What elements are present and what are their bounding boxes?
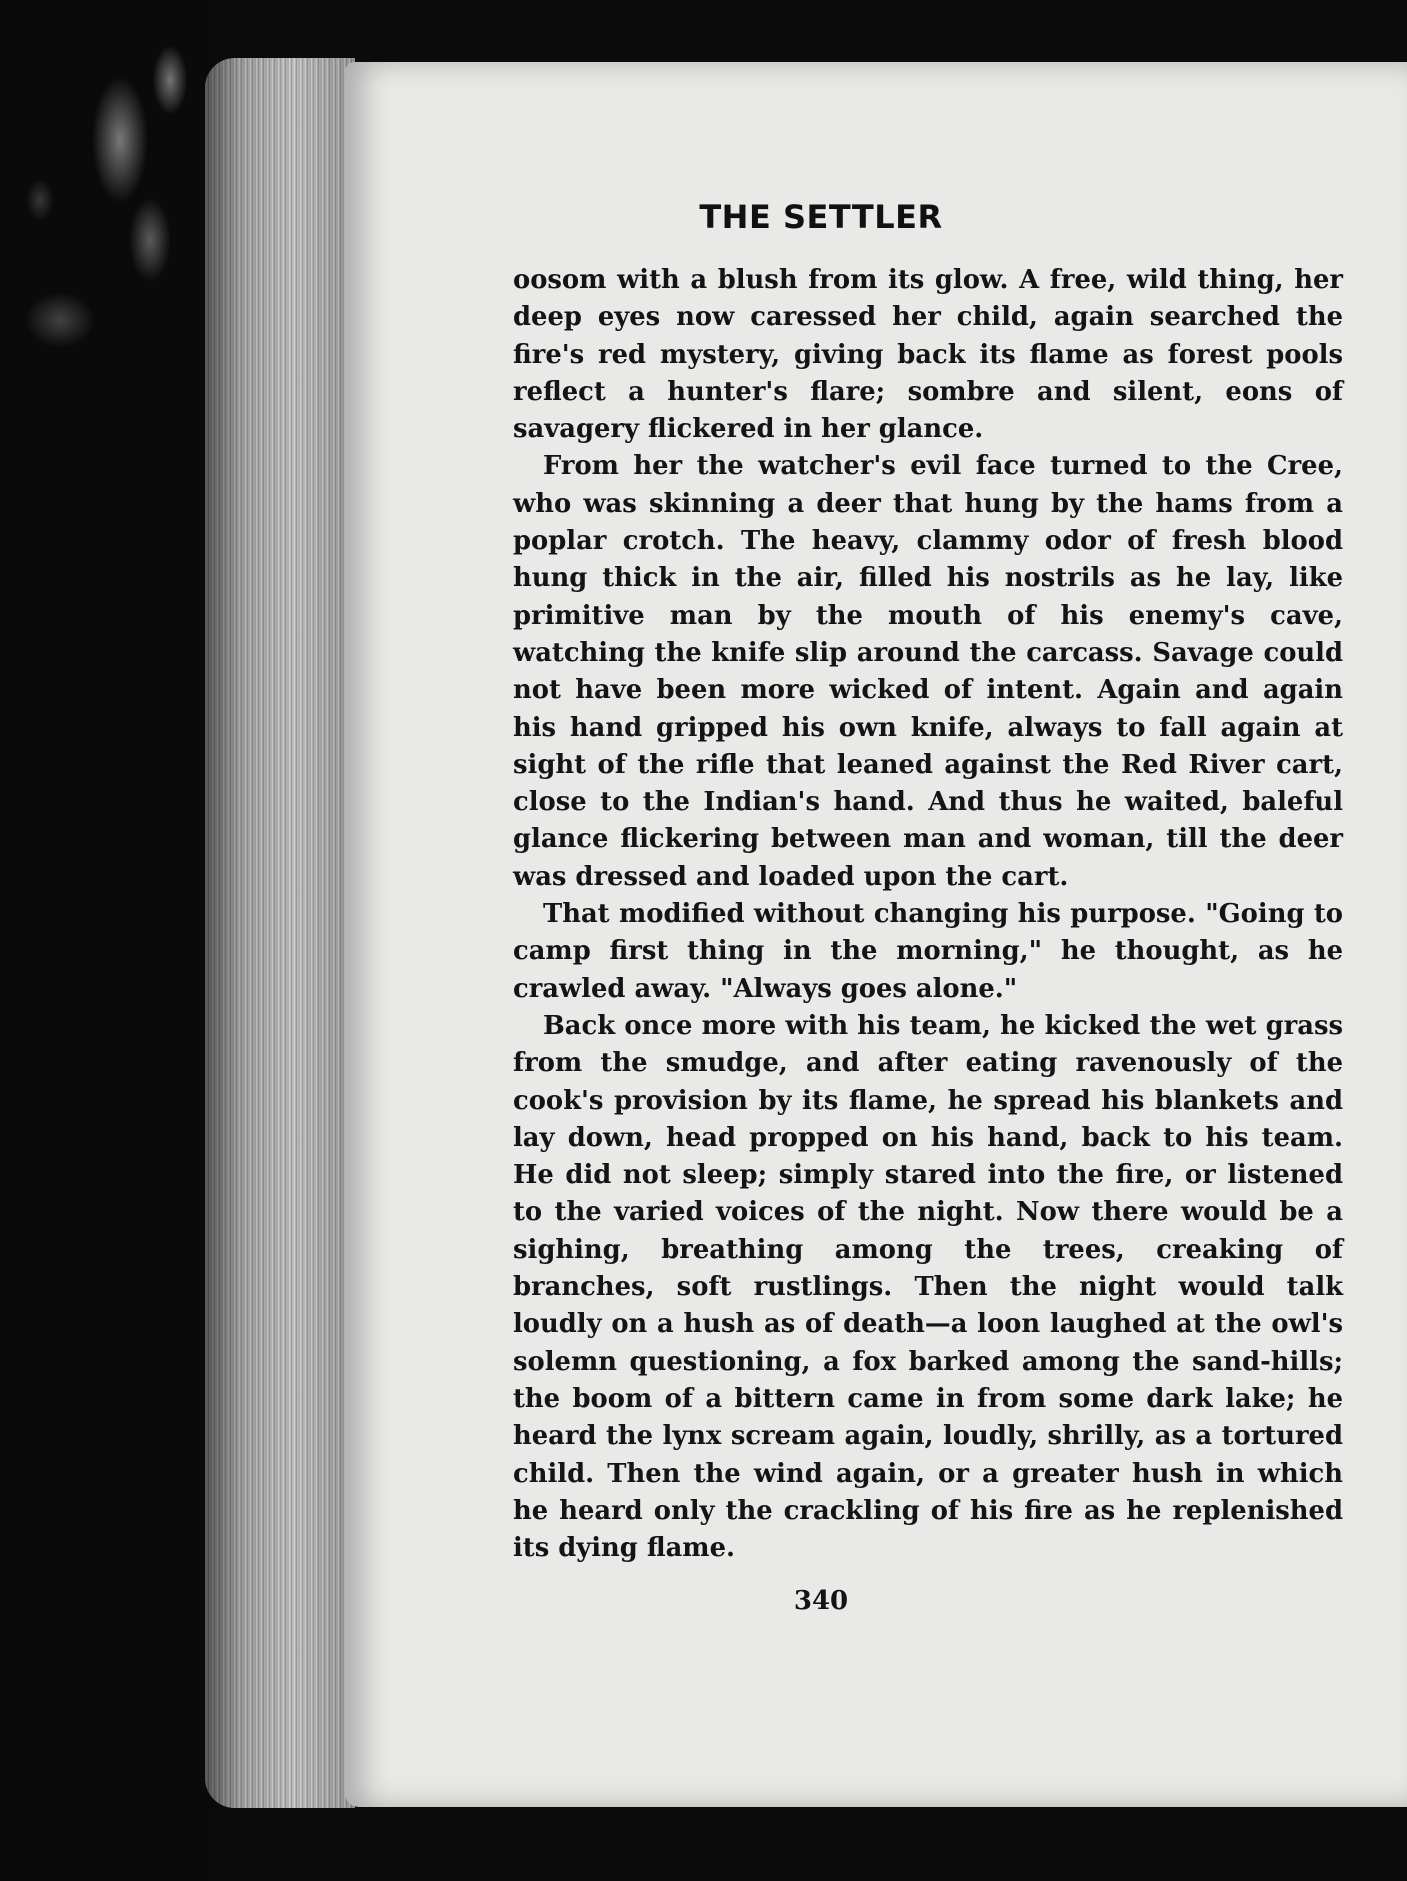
paragraph-2: From her the watcher's evil face turned to the Cree, who was skinning a deer that hung by the hams from a poplar crotch. The heavy, clammy odor of fresh blood hung thick in the air, filled his nostrils as he lay, like primitive man by the mouth of his enemy's cave, watching the knife slip around the carcass. Savage could not have been more wicked of intent. Again and again his hand gripped his own knife, always to fall again at sight of the rifle that leaned against the Red River cart, close to the Indian's hand. And thus he waited, baleful glance flickering between man and woman, till the deer was dressed and loaded upon the cart.: [513, 451, 1343, 892]
paragraph-1: oosom with a blush from its glow. A free, wild thing, her deep eyes now caressed her child, again searched the fire's red mystery, giving back its flame as forest pools reflect a hunter's flare; sombre and silent, eons of savagery flickered in her glance.: [513, 265, 1343, 445]
page-number: 340: [793, 1586, 849, 1616]
body-text: [513, 262, 1343, 1567]
page-edges: [205, 58, 355, 1808]
paragraph-4: Back once more with his team, he kicked the wet grass from the smudge, and after eating ravenously of the cook's provision by its flame, he spread his blankets and lay down, head propped on his hand, back to his team. He did not sleep; simply stared into the fire, or listened to the varied voices of the night. Now there would be a sighing, breathing among the trees, creaking of branches, soft rustlings. Then the night would talk loudly on a hush as of death—a loon laughed at the owl's solemn questioning, a fox barked among the sand-hills; the boom of a bittern came in from some dark lake; he heard the lynx scream again, loudly, shrilly, as a tortured child. Then the wind again, or a greater hush in which he heard only the crackling of his fire as he replenished its dying flame.: [513, 1010, 1343, 1564]
paragraph-3: That modified without changing his purpose. "Going to camp first thing in the morning," he thought, as he crawled away. "Always goes alone.": [513, 899, 1343, 1004]
running-title: THE SETTLER: [699, 198, 943, 236]
binding-shadow: [0, 0, 215, 1881]
